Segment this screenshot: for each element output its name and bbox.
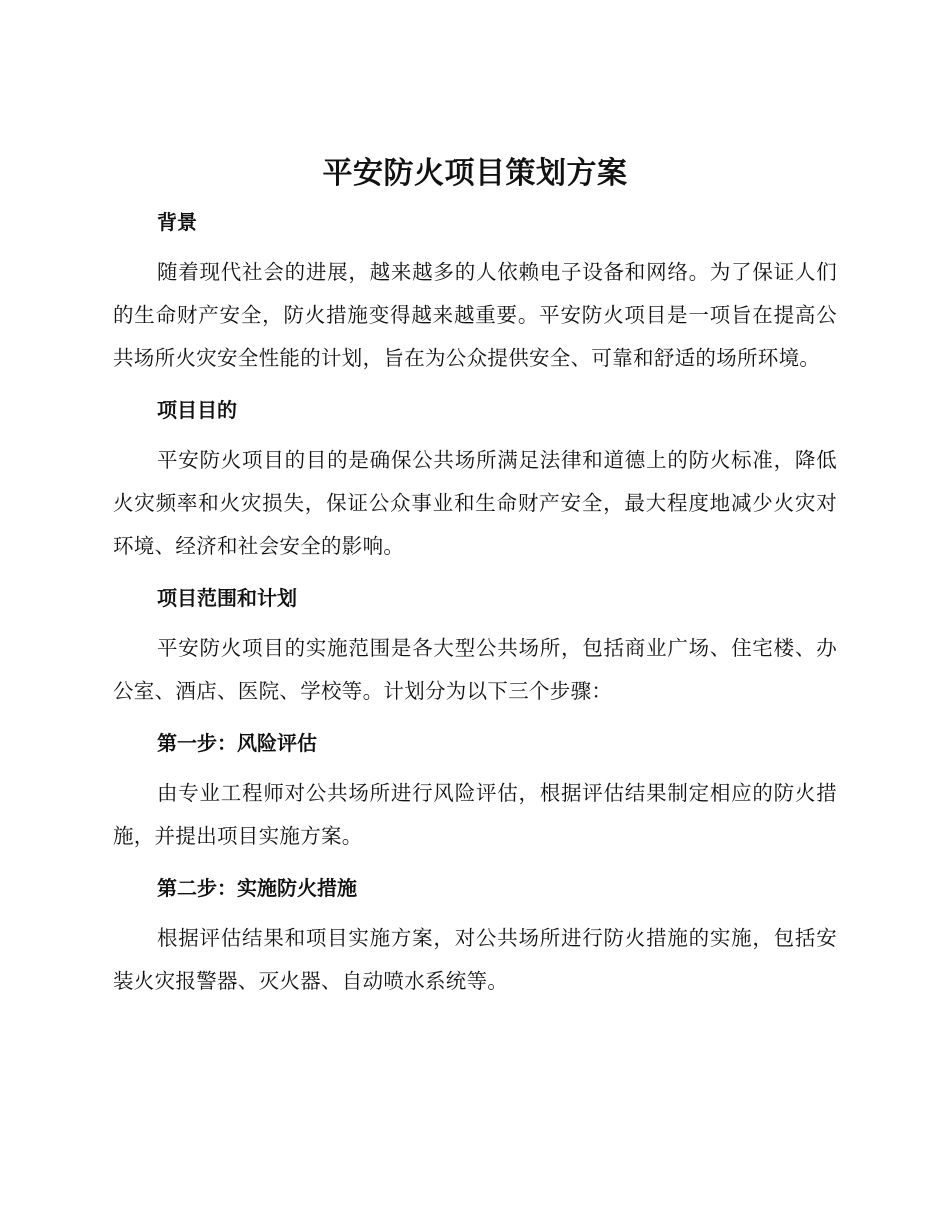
document-title: 平安防火项目策划方案 — [322, 156, 628, 191]
section-body-step-one: 由专业工程师对公共场所进行风险评估，根据评估结果制定相应的防火措施，并提出项目实施方案。 — [113, 781, 837, 848]
section-heading-step-one: 第一步：风险评估 — [157, 731, 317, 755]
section-body-step-two: 根据评估结果和项目实施方案，对公共场所进行防火措施的实施，包括安装火灾报警器、灭火器、自动喷水系统等。 — [113, 926, 837, 993]
document-body — [113, 148, 837, 1003]
section-heading-background: 背景 — [157, 210, 197, 234]
section-heading-step-two: 第二步：实施防火措施 — [157, 876, 357, 900]
section-heading-purpose: 项目目的 — [157, 398, 237, 422]
section-heading-scope: 项目范围和计划 — [157, 586, 297, 610]
section-body-purpose: 平安防火项目的目的是确保公共场所满足法律和道德上的防火标准，降低火灾频率和火灾损失，保证公众事业和生命财产安全，最大程度地减少火灾对环境、经济和社会安全的影响。 — [113, 448, 837, 558]
section-body-scope: 平安防火项目的实施范围是各大型公共场所，包括商业广场、住宅楼、办公室、酒店、医院、学校等。计划分为以下三个步骤： — [113, 636, 837, 703]
section-body-background: 随着现代社会的进展，越来越多的人依赖电子设备和网络。为了保证人们的生命财产安全，防火措施变得越来越重要。平安防火项目是一项旨在提高公共场所火灾安全性能的计划，旨在为公众提供安全、可靠和舒适的场所环境。 — [113, 260, 837, 370]
